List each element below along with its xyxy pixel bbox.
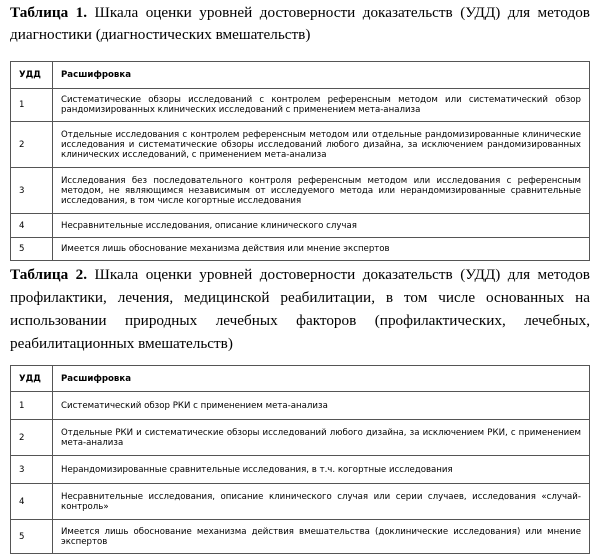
table1-row4-text: Несравнительные исследования, описание клинического случая xyxy=(53,214,590,238)
table-row xyxy=(11,122,590,168)
table-row xyxy=(11,484,590,520)
table1-row5-level: 5 xyxy=(11,238,53,261)
table1-row3-text: Исследования без последовательного контроля референсным методом или исследования с референсным методом, не являющимся независимым от исследуемого метода или нерандомизированные сравнительные исследования, в том числе когортные исследования xyxy=(53,168,590,214)
table1-header-udd: УДД xyxy=(11,62,53,89)
table2-row4-level: 4 xyxy=(11,484,53,520)
table2-header-udd: УДД xyxy=(11,366,53,392)
table1-caption-label: Таблица 1. xyxy=(10,4,88,21)
table1-row4-level: 4 xyxy=(11,214,53,238)
table2-caption-label: Таблица 2. xyxy=(10,266,88,283)
table1-caption-text: Шкала оценки уровней достоверности доказательств (УДД) для методов диагностики (диагностических вмешательств) xyxy=(10,4,590,43)
table1-row2-level: 2 xyxy=(11,122,53,168)
table2-row2-level: 2 xyxy=(11,420,53,456)
table1 xyxy=(10,61,590,261)
table2-row5-text: Имеется лишь обоснование механизма действия вмешательства (доклинические исследования) или мнение экспертов xyxy=(53,520,590,554)
table2-row1-text: Систематический обзор РКИ с применением мета-анализа xyxy=(53,392,590,420)
table1-row5-text: Имеется лишь обоснование механизма действия или мнение экспертов xyxy=(53,238,590,261)
table2-row2-text: Отдельные РКИ и систематические обзоры исследований любого дизайна, за исключением РКИ, с применением мета-анализа xyxy=(53,420,590,456)
table2-header-description: Расшифровка xyxy=(53,366,590,392)
table-row xyxy=(11,456,590,484)
table-row xyxy=(11,392,590,420)
table2-row3-level: 3 xyxy=(11,456,53,484)
table2-caption xyxy=(10,263,590,355)
table-row xyxy=(11,89,590,122)
table2-caption-text: Шкала оценки уровней достоверности доказательств (УДД) для методов профилактики, лечения, медицинской реабилитации, в том числе основанных на использовании природных лечебных факторов (профилактических, лечебных, реабилитационных вмешательств) xyxy=(10,266,590,352)
table1-header-row xyxy=(11,62,590,89)
table1-row1-text: Систематические обзоры исследований с контролем референсным методом или систематический обзор рандомизированных клинических исследований с применением мета-анализа xyxy=(53,89,590,122)
table1-row3-level: 3 xyxy=(11,168,53,214)
table-row xyxy=(11,420,590,456)
table2-row1-level: 1 xyxy=(11,392,53,420)
table1-header-description: Расшифровка xyxy=(53,62,590,89)
table2-row3-text: Нерандомизированные сравнительные исследования, в т.ч. когортные исследования xyxy=(53,456,590,484)
table2 xyxy=(10,365,590,554)
table-row xyxy=(11,168,590,214)
table2-header-row xyxy=(11,366,590,392)
table1-row2-text: Отдельные исследования с контролем референсным методом или отдельные рандомизированные клинические исследования и систематические обзоры исследований любого дизайна, за исключением рандомизированных клинических исследований, с применением мета-анализа xyxy=(53,122,590,168)
table-row xyxy=(11,520,590,554)
table1-caption xyxy=(10,2,590,46)
table-row xyxy=(11,214,590,238)
table2-row5-level: 5 xyxy=(11,520,53,554)
table-row xyxy=(11,238,590,261)
table2-row4-text: Несравнительные исследования, описание клинического случая или серии случаев, исследования «случай-контроль» xyxy=(53,484,590,520)
table1-row1-level: 1 xyxy=(11,89,53,122)
